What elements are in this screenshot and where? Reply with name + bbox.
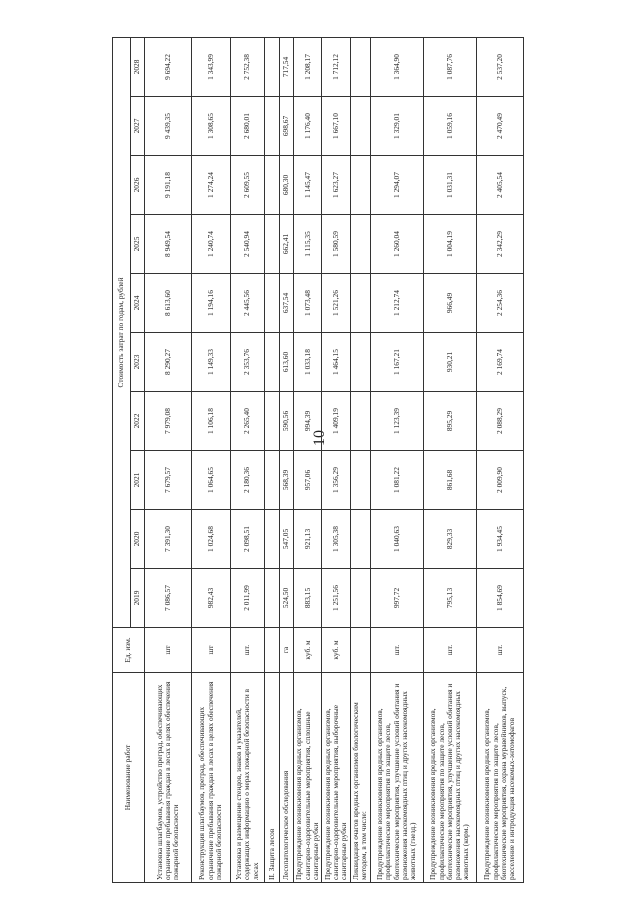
header-name: Наименование работ [113, 673, 145, 883]
cost-cell: 1 364,90 [370, 37, 423, 96]
work-name: Установка шлагбаумов, устройство преград, обеспечивающих ограничение пребывания граждан в лесах в целях обеспечения пожарной безопасности [145, 673, 192, 883]
cost-cell: 1 031,31 [423, 156, 476, 215]
cost-cell [350, 97, 370, 156]
cost-cell [350, 333, 370, 392]
cost-cell [265, 215, 279, 274]
table-row [423, 37, 476, 882]
unit-cell: шт. [370, 628, 423, 673]
cost-cell: 547,05 [279, 510, 293, 569]
cost-cell: 8 949,54 [145, 215, 192, 274]
header-year: 2021 [131, 451, 145, 510]
cost-cell [350, 274, 370, 333]
cost-cell [265, 97, 279, 156]
cost-cell: 930,21 [423, 333, 476, 392]
unit-cell: га [279, 628, 293, 673]
cost-cell: 7 391,30 [145, 510, 192, 569]
header-cost-group: Стоимость затрат по годам, рублей [113, 37, 131, 627]
section-title: II. Защита лесов [265, 673, 279, 883]
work-name: Предупреждение возникновения вредных организмов, санитарно-оздоровительные мероприятия, сплошные санитарные рубки [294, 673, 322, 883]
cost-cell: 1 176,40 [294, 97, 322, 156]
table-row [191, 37, 230, 882]
cost-cell: 9 191,18 [145, 156, 192, 215]
table-row [145, 37, 192, 882]
cost-cell: 1 212,74 [370, 274, 423, 333]
cost-cell: 590,56 [279, 392, 293, 451]
cost-cell: 1 854,69 [476, 569, 523, 628]
cost-cell [350, 569, 370, 628]
cost-cell: 895,29 [423, 392, 476, 451]
cost-cell: 994,39 [294, 392, 322, 451]
cost-cell: 2 470,49 [476, 97, 523, 156]
cost-cell: 2 098,51 [230, 510, 265, 569]
cost-cell: 1 464,15 [322, 333, 350, 392]
cost-cell [350, 451, 370, 510]
section-row [350, 37, 370, 882]
unit-cell: куб. м [322, 628, 350, 673]
header-year: 2019 [131, 569, 145, 628]
cost-cell: 1 251,56 [322, 569, 350, 628]
header-year: 2022 [131, 392, 145, 451]
cost-cell: 2 405,54 [476, 156, 523, 215]
work-name: Предупреждение возникновения вредных организмов, санитарно-оздоровительные мероприятия, выборочные санитарные рубки [322, 673, 350, 883]
cost-cell: 1 106,18 [191, 392, 230, 451]
cost-cell [265, 451, 279, 510]
cost-cell: 1 240,74 [191, 215, 230, 274]
cost-cell [265, 274, 279, 333]
unit-cell: шт. [230, 628, 265, 673]
cost-cell: 2 169,74 [476, 333, 523, 392]
cost-cell [350, 510, 370, 569]
cost-cell: 1 208,17 [294, 37, 322, 96]
cost-cell: 966,49 [423, 274, 476, 333]
cost-cell: 795,13 [423, 569, 476, 628]
cost-cell: 8 613,60 [145, 274, 192, 333]
cost-cell: 9 439,35 [145, 97, 192, 156]
cost-cell: 680,30 [279, 156, 293, 215]
cost-cell: 8 290,27 [145, 333, 192, 392]
cost-cell: 2 342,29 [476, 215, 523, 274]
work-name: Реконструкция шлагбаумов, преград, обеспечивающих ограничение пребывания граждан в лесах в целях обеспечения пожарной безопасности [191, 673, 230, 883]
cost-cell: 1 934,45 [476, 510, 523, 569]
cost-cell: 1 667,10 [322, 97, 350, 156]
header-year: 2023 [131, 333, 145, 392]
cost-cell: 1 073,48 [294, 274, 322, 333]
unit-cell [265, 628, 279, 673]
cost-table [112, 37, 524, 883]
cost-cell: 2 265,40 [230, 392, 265, 451]
cost-cell: 997,72 [370, 569, 423, 628]
cost-cell: 637,54 [279, 274, 293, 333]
cost-cell: 662,41 [279, 215, 293, 274]
unit-cell: куб. м [294, 628, 322, 673]
cost-cell: 1 115,35 [294, 215, 322, 274]
cost-cell: 2 011,99 [230, 569, 265, 628]
cost-cell [265, 392, 279, 451]
cost-cell: 1 580,59 [322, 215, 350, 274]
section-row [265, 37, 279, 882]
cost-cell: 1 294,07 [370, 156, 423, 215]
cost-cell: 1 167,21 [370, 333, 423, 392]
cost-cell: 524,50 [279, 569, 293, 628]
cost-cell: 883,15 [294, 569, 322, 628]
unit-cell: шт [191, 628, 230, 673]
cost-cell: 7 979,08 [145, 392, 192, 451]
unit-cell [350, 628, 370, 673]
table-row [294, 37, 322, 882]
cost-cell: 2 088,29 [476, 392, 523, 451]
work-name: Установка и размещение стендов, знаков и указателей, содержащих информацию о мерах пожарной безопасности в лесах [230, 673, 265, 883]
cost-cell [350, 392, 370, 451]
cost-cell: 1 274,24 [191, 156, 230, 215]
cost-cell: 1 260,04 [370, 215, 423, 274]
table-row [370, 37, 423, 882]
cost-cell: 568,39 [279, 451, 293, 510]
cost-cell: 1 033,18 [294, 333, 322, 392]
cost-cell: 1 356,29 [322, 451, 350, 510]
cost-cell: 613,60 [279, 333, 293, 392]
cost-cell [350, 156, 370, 215]
unit-cell: шт. [423, 628, 476, 673]
table-row [230, 37, 265, 882]
work-name: Предупреждение возникновения вредных организмов, профилактические мероприятия по защите лесов, биотехнические мероприятия, улучшение условий обитания и размножения насекомоядных птиц и других насекомоядных животных (корм.) [423, 673, 476, 883]
cost-cell: 1 521,26 [322, 274, 350, 333]
cost-cell: 982,43 [191, 569, 230, 628]
cost-cell: 1 145,47 [294, 156, 322, 215]
cost-cell: 829,33 [423, 510, 476, 569]
header-year: 2026 [131, 156, 145, 215]
cost-cell: 1 409,19 [322, 392, 350, 451]
rotated-table-area [112, 38, 524, 883]
header-year: 2020 [131, 510, 145, 569]
header-year: 2028 [131, 37, 145, 96]
cost-cell [350, 37, 370, 96]
work-name: Предупреждение возникновения вредных организмов, профилактические мероприятия по защите лесов, биотехнические мероприятия, охрана муравейников, выпуск, расселение и интродукция насекомых-энтомофагов [476, 673, 523, 883]
table-row [279, 37, 293, 882]
cost-cell [265, 510, 279, 569]
cost-cell: 1 087,76 [423, 37, 476, 96]
unit-cell: шт [145, 628, 192, 673]
cost-cell [265, 156, 279, 215]
cost-cell: 698,67 [279, 97, 293, 156]
cost-cell: 9 694,22 [145, 37, 192, 96]
cost-cell [265, 569, 279, 628]
header-year: 2024 [131, 274, 145, 333]
cost-cell [265, 37, 279, 96]
cost-cell: 921,13 [294, 510, 322, 569]
cost-cell [350, 215, 370, 274]
cost-cell: 1 059,16 [423, 97, 476, 156]
cost-cell: 1 064,65 [191, 451, 230, 510]
cost-cell: 2 537,20 [476, 37, 523, 96]
table-row [476, 37, 523, 882]
cost-cell: 1 305,38 [322, 510, 350, 569]
header-year: 2025 [131, 215, 145, 274]
table-row [322, 37, 350, 882]
cost-cell: 1 149,33 [191, 333, 230, 392]
cost-cell: 7 086,57 [145, 569, 192, 628]
cost-cell: 1 004,19 [423, 215, 476, 274]
work-name: Предупреждение возникновения вредных организмов, профилактические мероприятия по защите лесов, биотехнические мероприятия, улучшение условий обитания и размножения насекомоядных птиц и других насекомоядных животных (гнезд.) [370, 673, 423, 883]
cost-cell: 1 712,12 [322, 37, 350, 96]
header-year: 2027 [131, 97, 145, 156]
cost-cell: 957,06 [294, 451, 322, 510]
cost-cell: 1 329,01 [370, 97, 423, 156]
work-name: Лесопатологическое обследования [279, 673, 293, 883]
header-unit: Ед. изм. [113, 628, 145, 673]
cost-cell: 2 254,36 [476, 274, 523, 333]
cost-cell: 861,68 [423, 451, 476, 510]
cost-cell: 1 623,27 [322, 156, 350, 215]
cost-cell: 7 679,57 [145, 451, 192, 510]
unit-cell: шт. [476, 628, 523, 673]
cost-cell: 2 353,76 [230, 333, 265, 392]
cost-cell: 1 194,16 [191, 274, 230, 333]
cost-cell: 2 180,36 [230, 451, 265, 510]
cost-cell: 1 308,65 [191, 97, 230, 156]
cost-cell: 1 343,99 [191, 37, 230, 96]
cost-cell: 1 123,39 [370, 392, 423, 451]
cost-cell [265, 333, 279, 392]
page-number: 10 [311, 430, 328, 446]
cost-cell: 2 752,38 [230, 37, 265, 96]
cost-cell: 2 445,56 [230, 274, 265, 333]
cost-cell: 1 024,68 [191, 510, 230, 569]
cost-cell: 2 680,01 [230, 97, 265, 156]
cost-cell: 717,54 [279, 37, 293, 96]
cost-cell: 2 609,55 [230, 156, 265, 215]
cost-cell: 1 081,22 [370, 451, 423, 510]
cost-cell: 1 040,63 [370, 510, 423, 569]
cost-cell: 2 009,90 [476, 451, 523, 510]
section-title: Ликвидация очагов вредных организмов биологическим методом, в том числе: [350, 673, 370, 883]
cost-cell: 2 540,94 [230, 215, 265, 274]
